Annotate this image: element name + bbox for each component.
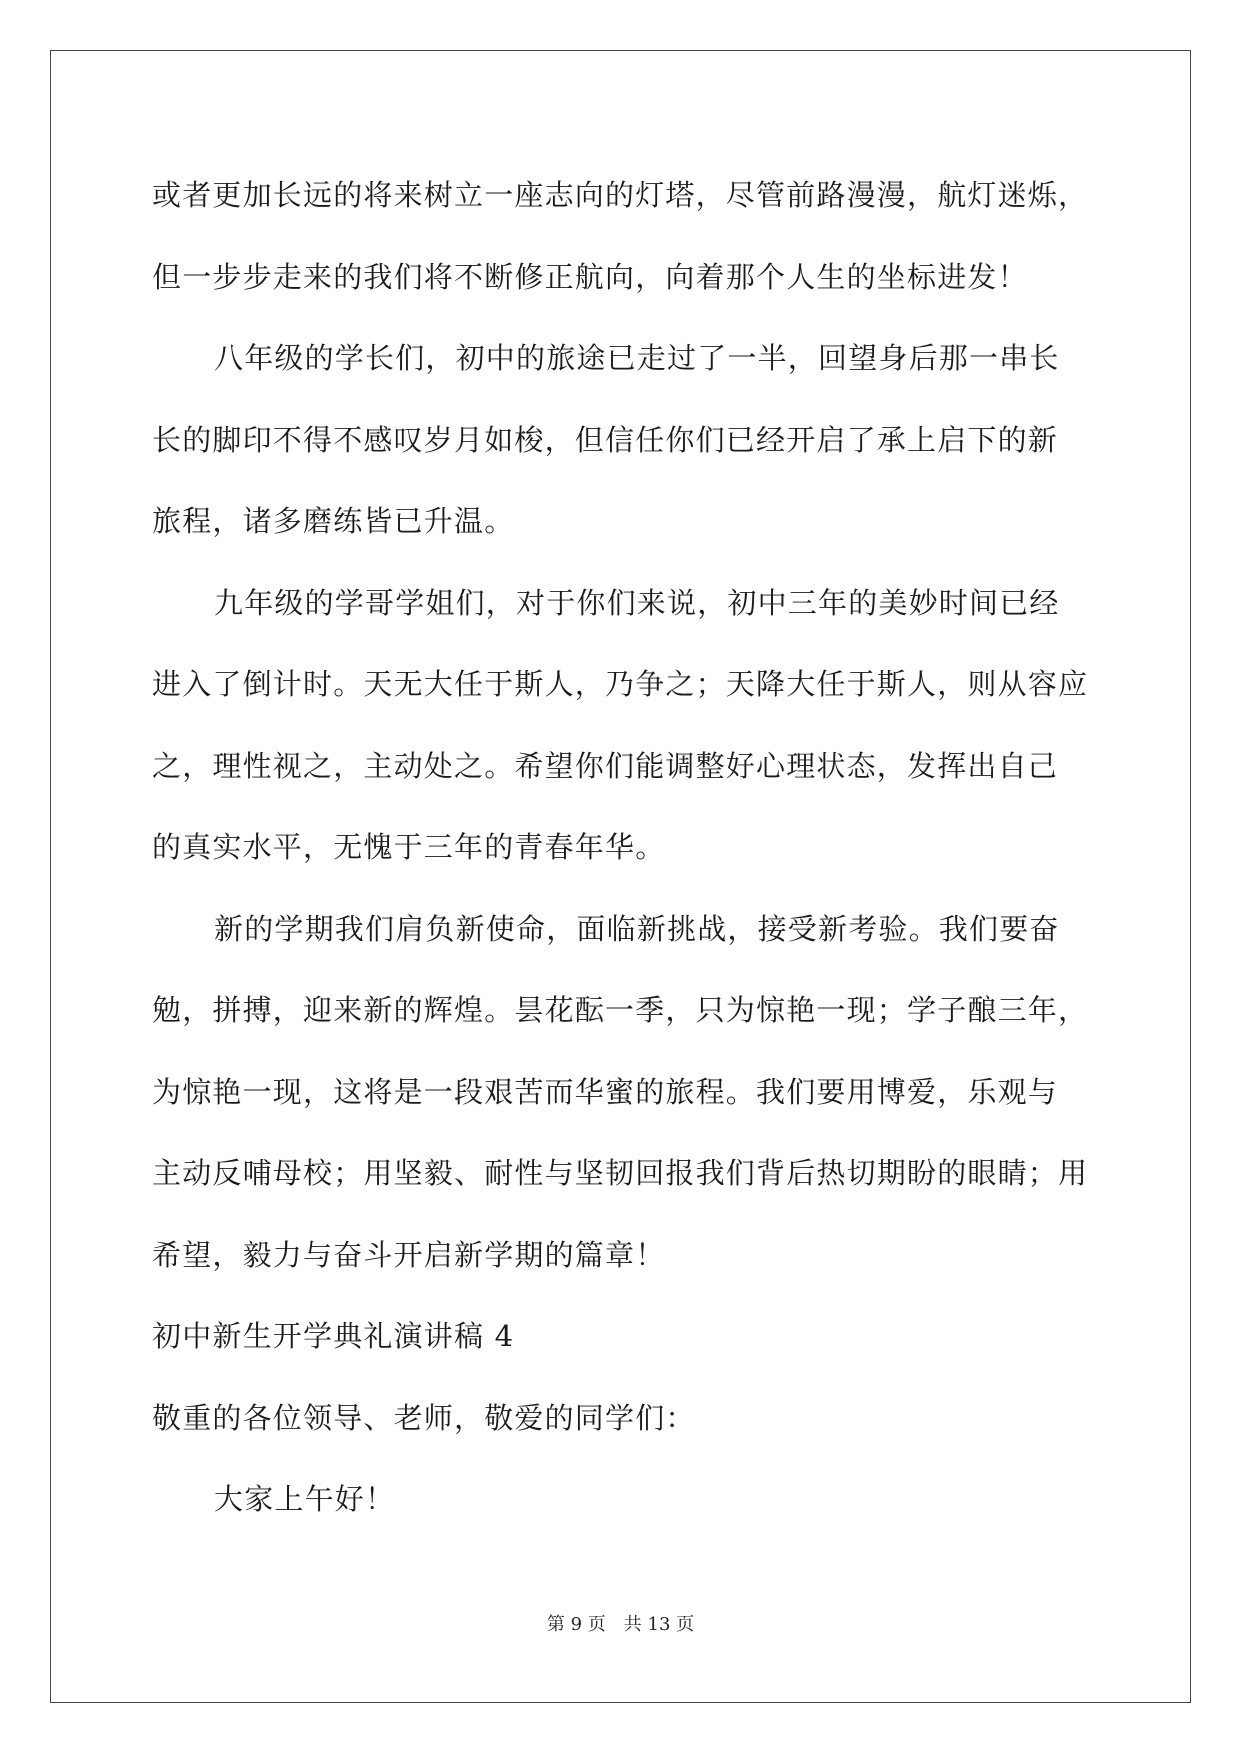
text-line: 希望，毅力与奋斗开启新学期的篇章！ (152, 1237, 666, 1272)
text-line: 的真实水平，无愧于三年的青春年华。 (152, 830, 666, 864)
text-line: 或者更加长远的将来树立一座志向的灯塔，尽管前路漫漫，航灯迷烁， (152, 178, 1089, 212)
text-line: 勉，拼搏，迎来新的辉煌。昙花酝一季，只为惊艳一现；学子酿三年， (152, 993, 1089, 1027)
page-number: 第 9 页 共 13 页 (546, 1614, 695, 1635)
text-line: 新的学期我们肩负新使命，面临新挑战，接受新考验。我们要奋 (214, 911, 1060, 946)
text-line: 之，理性视之，主动处之。希望你们能调整好心理状态，发挥出自己 (152, 748, 1059, 783)
text-line: 但一步步走来的我们将不断修正航向，向着那个人生的坐标进发！ (152, 259, 1028, 294)
text-line: 八年级的学长们，初中的旅途已走过了一半，回望身后那一串长 (214, 341, 1060, 375)
salutation: 敬重的各位领导、老师，敬爱的同学们： (152, 1400, 696, 1435)
text-line: 主动反哺母校；用坚毅、耐性与坚韧回报我们背后热切期盼的眼睛；用 (152, 1156, 1089, 1190)
text-line: 长的脚印不得不感叹岁月如梭，但信任你们已经开启了承上启下的新 (152, 422, 1059, 457)
text-line: 旅程，诸多磨练皆已升温。 (152, 504, 515, 538)
section-heading: 初中新生开学典礼演讲稿 4 (152, 1319, 515, 1353)
text-line: 进入了倒计时。天无大任于斯人，乃争之；天降大任于斯人，则从容应 (152, 667, 1089, 701)
text-line: 九年级的学哥学姐们，对于你们来说，初中三年的美妙时间已经 (214, 585, 1060, 620)
text-line: 为惊艳一现，这将是一段艰苦而华蜜的旅程。我们要用博爱，乐观与 (152, 1074, 1059, 1109)
document-body (152, 155, 1092, 1541)
greeting: 大家上午好！ (214, 1482, 396, 1516)
